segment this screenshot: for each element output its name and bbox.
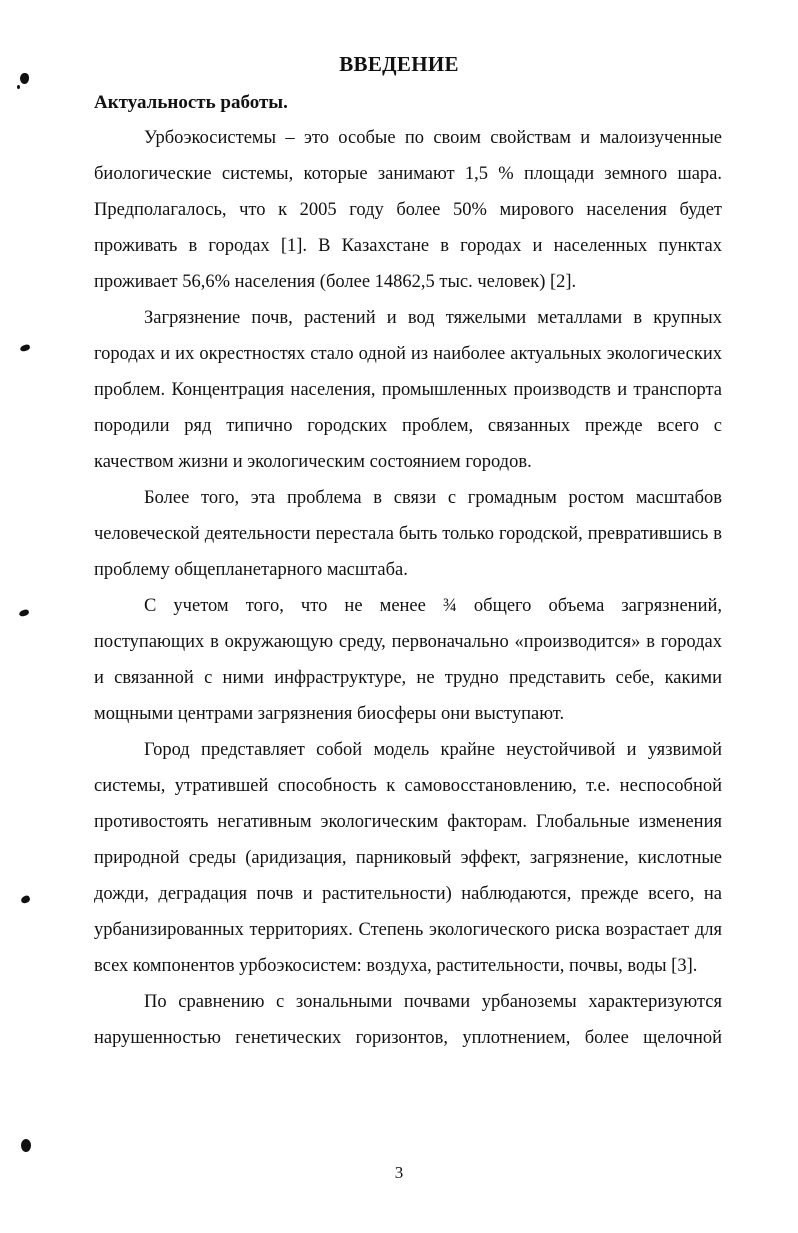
section-title: Актуальность работы. bbox=[94, 92, 288, 113]
scan-speck bbox=[19, 344, 30, 352]
paragraph-1: Урбоэкосистемы – это особые по своим свойствам и малоизученные биологические системы, которые занимают 1,5 % площади земного шара. Предполагалось, что к 2005 году более 50% мирового населения будет проживать в городах [1]. В Казахстане в городах и населенных пунктах проживает 56,6% населения (более 14862,5 тыс. человек) [2]. bbox=[94, 128, 722, 292]
document-body bbox=[94, 120, 722, 1056]
page-number: 3 bbox=[394, 1163, 404, 1182]
paragraph-2: Загрязнение почв, растений и вод тяжелыми металлами в крупных городах и их окрестностях стало одной из наиболее актуальных экологических проблем. Концентрация населения, промышленных производств и транспорта породили ряд типично городских проблем, связанных прежде всего с качеством жизни и экологическим состоянием городов. bbox=[94, 308, 722, 472]
paragraph-3: Более того, эта проблема в связи с громадным ростом масштабов человеческой деятельности перестала быть только городской, превратившись в проблему общепланетарного масштаба. bbox=[94, 488, 722, 580]
paragraph-6: По сравнению с зональными почвами урбаноземы характеризуются нарушенностью генетических горизонтов, уплотнением, более щелочной bbox=[94, 992, 722, 1048]
paragraph-4: С учетом того, что не менее ¾ общего объема загрязнений, поступающих в окружающую среду, первоначально «производится» в городах и связанной с ними инфраструктуре, не трудно представить себе, какими мощными центрами загрязнения биосферы они выступают. bbox=[94, 596, 722, 724]
scan-speck bbox=[17, 85, 20, 89]
paragraph-5: Город представляет собой модель крайне неустойчивой и уязвимой системы, утратившей способность к самовосстановлению, т.е. неспособной противостоять негативным экологическим факторам. Глобальные изменения природной среды (аридизация, парниковый эффект, загрязнение, кислотные дожди, деградация почв и растительности) наблюдаются, прежде всего, на урбанизированных территориях. Степень экологического риска возрастает для всех компонентов урбоэкосистем: воздуха, растительности, почвы, воды [3]. bbox=[94, 740, 722, 976]
scan-speck bbox=[20, 895, 31, 905]
scan-speck bbox=[21, 1139, 31, 1152]
page-title: ВВЕДЕНИЕ bbox=[339, 52, 459, 76]
scan-speck bbox=[18, 609, 29, 617]
